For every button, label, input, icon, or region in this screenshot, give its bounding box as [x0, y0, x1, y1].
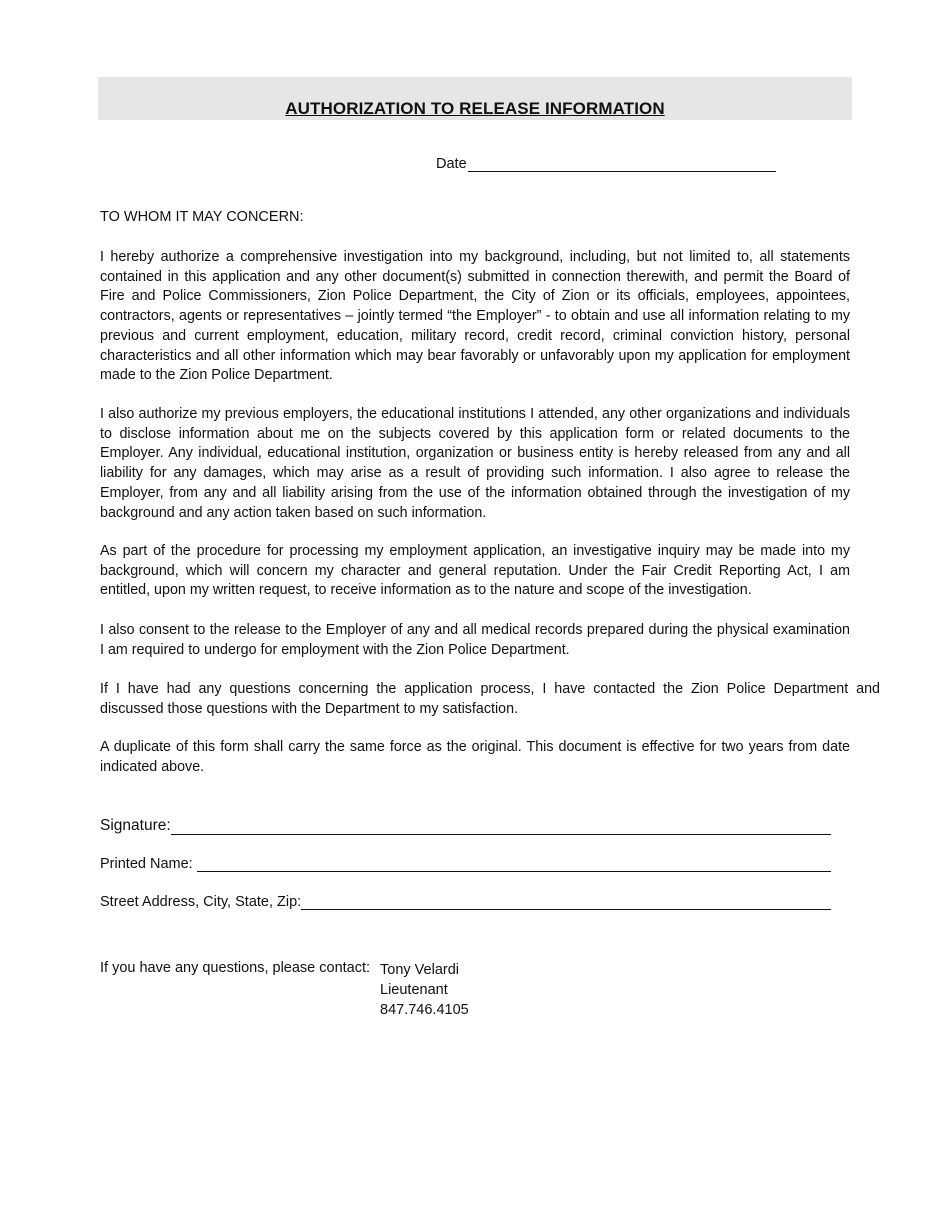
- date-field: [436, 155, 776, 172]
- contact-block: [380, 960, 469, 1020]
- paragraph-release-liability: I also authorize my previous employers, the educational institutions I attended, any other organizations and individuals to disclose information about me on the subjects covered by this application form or related documents to the Employer. Any individual, educational institution, organization or business entity is hereby released from any and all liability for any damages, which may arise as a result of providing such information. I also agree to release the Employer, from any and all liability arising from the use of the information obtained through the investigation of my background and any action taken based on such information.: [100, 406, 850, 521]
- page-title: AUTHORIZATION TO RELEASE INFORMATION: [285, 99, 665, 118]
- printed-name-label: Printed Name:: [100, 856, 193, 872]
- contact-label: If you have any questions, please contact:: [100, 960, 371, 976]
- signature-input-line[interactable]: [171, 818, 831, 835]
- date-input-line[interactable]: [468, 155, 776, 172]
- salutation: TO WHOM IT MAY CONCERN:: [100, 209, 304, 225]
- paragraph-investigation: I hereby authorize a comprehensive investigation into my background, including, but not limited to, all statements contained in this application and any other document(s) submitted in connection therewith, and permit the Board of Fire and Police Commissioners, Zion Police Department, the City of Zion or its officials, employees, appointees, contractors, agents or representatives – jointly termed “the Employer” - to obtain and use all information relating to my previous and current employment, education, military record, credit record, criminal conviction history, personal characteristics and all other information which may bear favorably or unfavorably upon my application for employment made to the Zion Police Department.: [100, 249, 850, 384]
- paragraph-medical-records: I also consent to the release to the Employer of any and all medical records prepared during the physical examination I am required to undergo for employment with the Zion Police Department.: [100, 622, 850, 658]
- address-label: Street Address, City, State, Zip:: [100, 894, 302, 910]
- printed-name-input-line[interactable]: [197, 855, 831, 872]
- contact-name: Tony Velardi: [380, 962, 459, 978]
- signature-field: [100, 817, 831, 835]
- signature-label: Signature:: [100, 817, 171, 834]
- paragraph-questions: If I have had any questions concerning the application process, I have contacted the Zion Police Department and discussed those questions with the Department to my satisfaction.: [100, 681, 880, 717]
- address-field: [100, 893, 831, 910]
- address-input-line[interactable]: [301, 893, 831, 910]
- contact-phone: 847.746.4105: [380, 1002, 469, 1018]
- paragraph-fair-credit: As part of the procedure for processing my employment application, an investigative inquiry may be made into my background, which will concern my character and general reputation. Under the Fair Credit Reporting Act, I am entitled, upon my written request, to receive information as to the nature and scope of the investigation.: [100, 543, 850, 599]
- paragraph-duplicate: A duplicate of this form shall carry the same force as the original. This document is effective for two years from date indicated above.: [100, 739, 850, 775]
- date-label: Date: [436, 156, 467, 172]
- printed-name-field: [100, 855, 831, 872]
- contact-rank: Lieutenant: [380, 982, 448, 998]
